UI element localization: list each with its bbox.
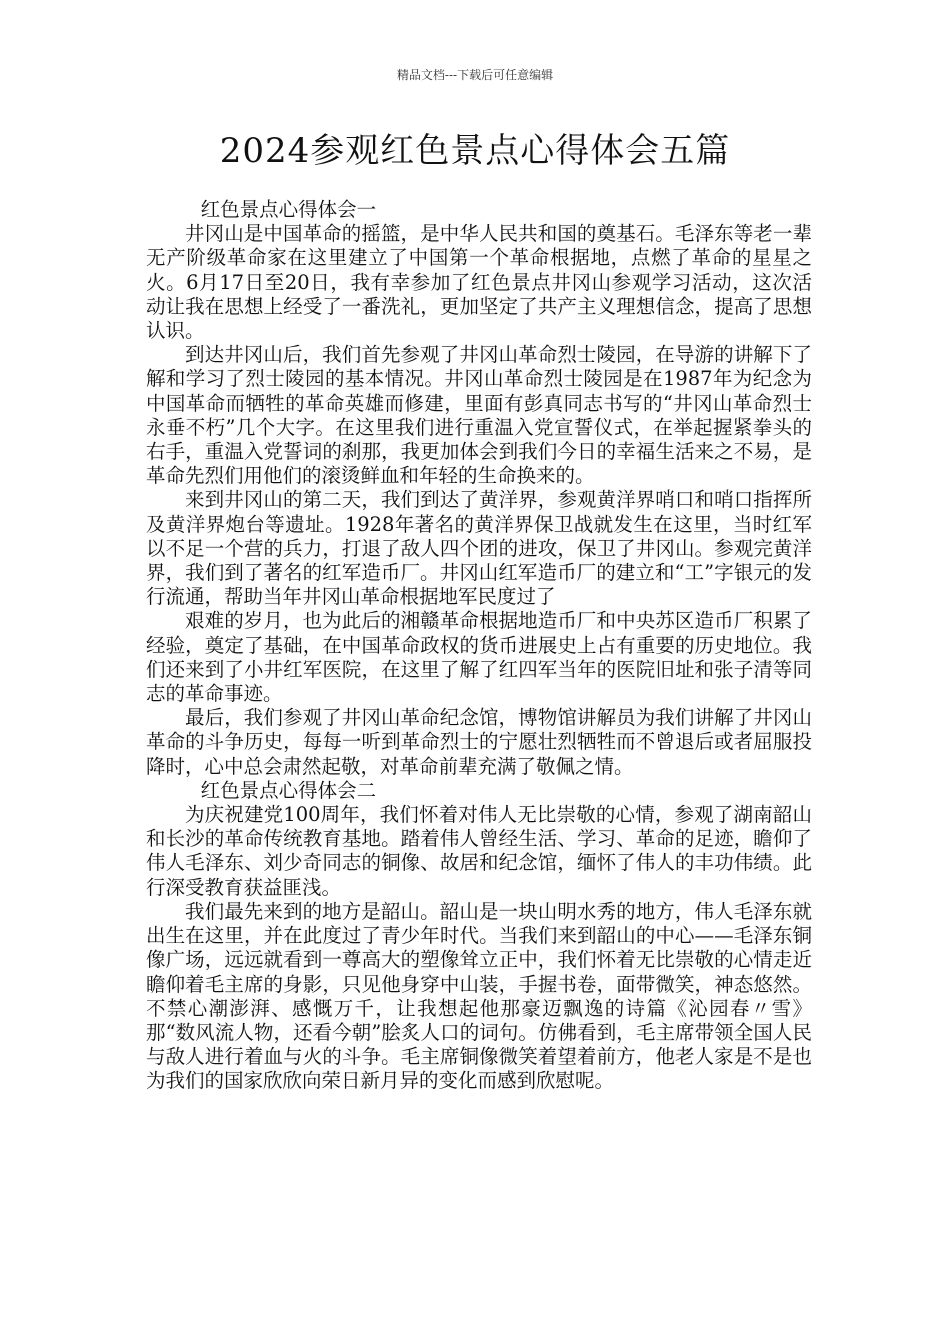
document-title: 2024参观红色景点心得体会五篇 [219, 131, 731, 171]
paragraph: 最后，我们参观了井冈山革命纪念馆，博物馆讲解员为我们讲解了井冈山革命的斗争历史，每每一听到革命烈士的宁愿壮烈牺牲而不曾退后或者屈服投降时，心中总会肃然起敬，对革命前辈充满了敬佩之情。 [146, 706, 812, 778]
document-body [146, 198, 812, 1094]
paragraph: 为庆祝建党100周年，我们怀着对伟人无比崇敬的心情，参观了湖南韶山和长沙的革命传统教育基地。踏着伟人曾经生活、学习、革命的足迹，瞻仰了伟人毛泽东、刘少奇同志的铜像、故居和纪念馆，缅怀了伟人的丰功伟绩。此行深受教育获益匪浅。 [146, 803, 812, 899]
paragraph: 艰难的岁月，也为此后的湘赣革命根据地造币厂和中央苏区造币厂积累了经验，奠定了基础，在中国革命政权的货币进展史上占有重要的历史地位。我们还来到了小井红军医院，在这里了解了红四军当年的医院旧址和张子清等同志的革命事迹。 [146, 609, 812, 706]
section-heading-1: 红色景点心得体会一 [200, 198, 377, 221]
paragraph: 来到井冈山的第二天，我们到达了黄洋界，参观黄洋界哨口和哨口指挥所及黄洋界炮台等遗址。1928年著名的黄洋界保卫战就发生在这里，当时红军以不足一个营的兵力，打退了敌人四个团的进攻，保卫了井冈山。参观完黄洋界，我们到了著名的红军造币厂。井冈山红军造币厂的建立和“工”字银元的发行流通，帮助当年井冈山革命根据地军民度过了 [146, 488, 812, 609]
section-heading-2: 红色景点心得体会二 [200, 778, 377, 802]
paragraph: 井冈山是中国革命的摇篮，是中华人民共和国的奠基石。毛泽东等老一辈无产阶级革命家在这里建立了中国第一个革命根据地，点燃了革命的星星之火。6月17日至20日，我有幸参加了红色景点井冈山参观学习活动，这次活动让我在思想上经受了一番洗礼，更加坚定了共产主义理想信念，提高了思想认识。 [146, 222, 812, 343]
paragraph: 到达井冈山后，我们首先参观了井冈山革命烈士陵园，在导游的讲解下了解和学习了烈士陵园的基本情况。井冈山革命烈士陵园是在1987年为纪念为中国革命而牺牲的革命英雄而修建，里面有彭真同志书写的“井冈山革命烈士永垂不朽”几个大字。在这里我们进行重温入党宣誓仪式，在举起握紧拳头的右手，重温入党誓词的刹那，我更加体会到我们今日的幸福生活来之不易，是革命先烈们用他们的滚烫鲜血和年轻的生命换来的。 [146, 343, 812, 488]
paragraph: 我们最先来到的地方是韶山。韶山是一块山明水秀的地方，伟人毛泽东就出生在这里，并在此度过了青少年时代。当我们来到韶山的中心——毛泽东铜像广场，远远就看到一尊高大的塑像耸立正中，我们怀着无比崇敬的心情走近瞻仰着毛主席的身影，只见他身穿中山装，手握书卷，面带微笑，神态悠然。不禁心潮澎湃、感慨万千，让我想起他那豪迈飘逸的诗篇《沁园春〃雪》那“数风流人物，还看今朝”脍炙人口的词句。仿佛看到，毛主席带领全国人民与敌人进行着血与火的斗争。毛主席铜像微笑着望着前方，他老人家是不是也为我们的国家欣欣向荣日新月异的变化而感到欣慰呢。 [146, 899, 812, 1093]
header-note: 精品文档---下载后可任意编辑 [396, 68, 554, 82]
